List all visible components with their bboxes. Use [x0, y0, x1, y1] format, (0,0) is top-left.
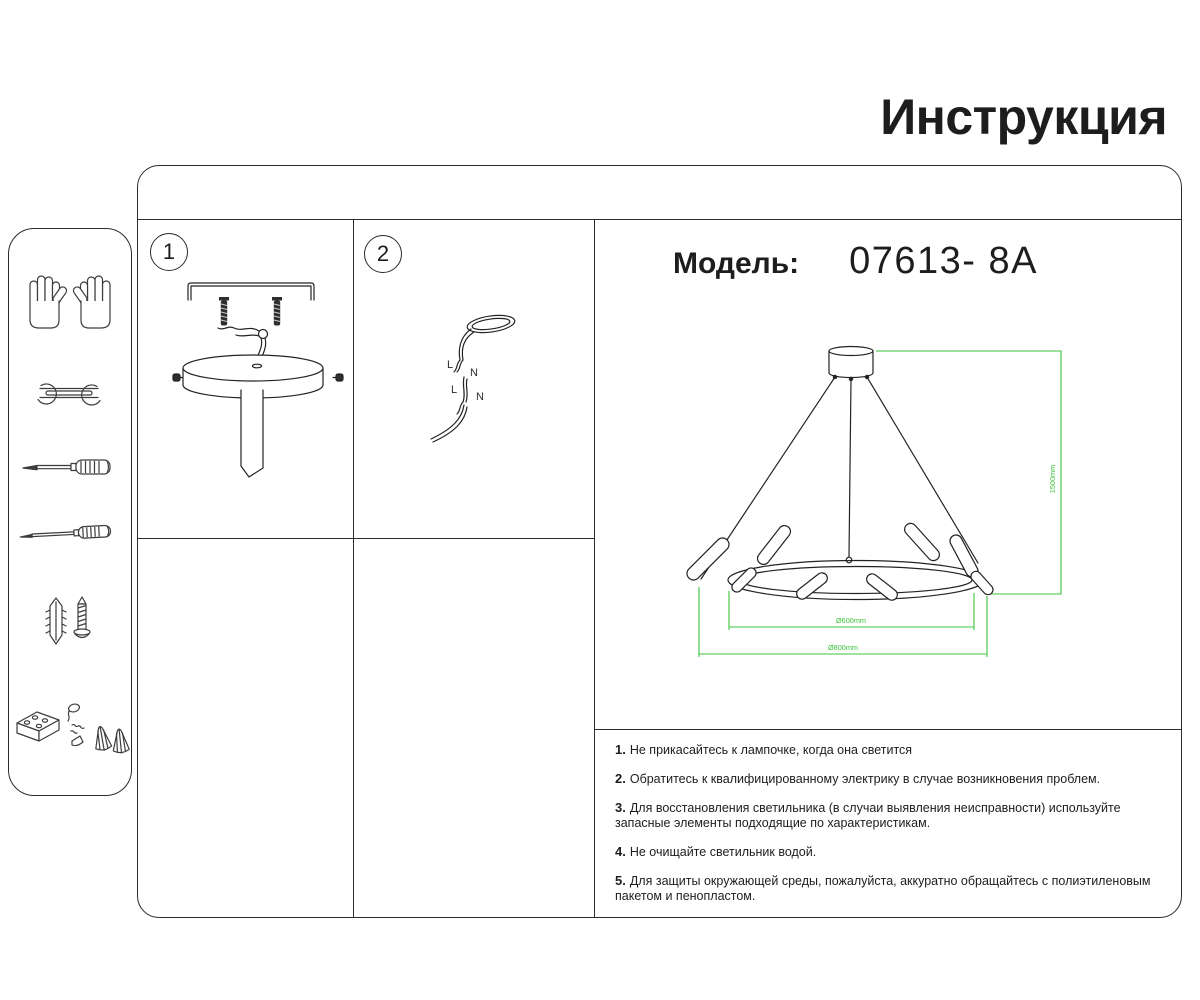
divider-col-1: [353, 219, 354, 917]
instruction-item: [615, 742, 1172, 758]
instruction-number: 1.: [615, 742, 626, 757]
instruction-text: Не очищайте светильник водой.: [629, 845, 817, 859]
main-panel: [137, 165, 1182, 918]
instruction-list: [615, 742, 1172, 917]
wall-anchor-and-screw-icon: [41, 595, 99, 651]
divider-col-2: [594, 219, 595, 917]
wire-label-n1: N: [470, 367, 478, 379]
wire-label-l1: L: [446, 359, 454, 371]
outer-diameter-label: Ø800mm: [827, 643, 859, 652]
tools-sidebar: [8, 228, 132, 796]
step-2-number: 2: [376, 241, 390, 266]
instruction-text: Обратитесь к квалифицированному электрику в случае возникновения проблем.: [629, 772, 1101, 786]
ring: [728, 561, 984, 600]
instruction-number: 4.: [615, 844, 626, 859]
dimension-lines: [699, 351, 1061, 657]
mount-canopy: [173, 355, 343, 477]
flat-screwdriver-icon: [21, 455, 115, 479]
step-1-circle: [150, 233, 188, 271]
instruction-number: 3.: [615, 800, 626, 815]
mounting-bracket-diagram: [172, 278, 344, 483]
model-number: 07613- 8A: [849, 240, 1039, 282]
chandelier-drawing: [676, 339, 1096, 674]
instruction-number: 5.: [615, 873, 626, 888]
instruction-item: [615, 771, 1172, 787]
model-label: Модель:: [673, 247, 800, 280]
instruction-item: [615, 844, 1172, 860]
instruction-text: Не прикасайтесь к лампочке, когда она светится: [629, 743, 913, 757]
instruction-item: [615, 873, 1172, 904]
instruction-number: 2.: [615, 771, 626, 786]
wire-label-n2: N: [476, 391, 484, 403]
wire-label-l2: L: [450, 384, 458, 396]
instruction-text: Для восстановления светильника (в случаи выявления неисправности) используйте запасные элементы подходящие по характеристикам.: [615, 801, 1121, 830]
model-row: [673, 240, 1038, 283]
page-title: Инструкция: [880, 89, 1167, 145]
terminal-block-and-wire-nuts-icon: [14, 699, 126, 761]
inner-diameter-label: Ø600mm: [835, 616, 867, 625]
slim-screwdriver-icon: [19, 520, 115, 546]
step-1-number: 1: [162, 239, 176, 264]
divider-left-row: [138, 538, 594, 539]
gloves-icon: [23, 271, 117, 333]
divider-right-row: [594, 729, 1181, 730]
wrench-icon: [23, 379, 115, 407]
canopy: [829, 347, 873, 381]
divider-top: [138, 219, 1181, 220]
step-2-circle: [364, 235, 402, 273]
mount-screws: [219, 297, 282, 326]
wiring-diagram: [416, 299, 536, 449]
instruction-item: [615, 800, 1172, 831]
height-label: 1500mm: [1048, 464, 1057, 494]
instruction-text: Для защиты окружающей среды, пожалуйста, аккуратно обращайтесь с полиэтиленовым пакетом и пенопластом.: [615, 874, 1151, 903]
